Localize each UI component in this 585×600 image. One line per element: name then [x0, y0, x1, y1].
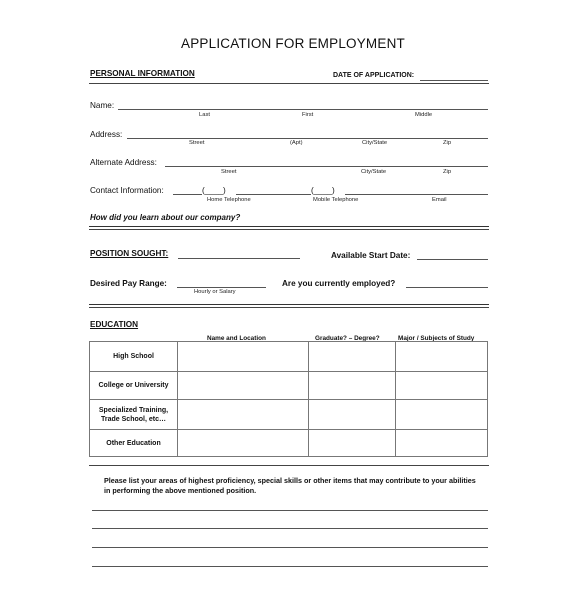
- pay-range-field[interactable]: [177, 287, 266, 288]
- address-sub-street: Street: [189, 140, 205, 146]
- contact-label: Contact Information:: [90, 186, 164, 195]
- section-divider: [89, 83, 489, 84]
- page-title: APPLICATION FOR EMPLOYMENT: [181, 36, 405, 51]
- section-divider: [89, 304, 489, 305]
- address-label: Address:: [90, 130, 123, 139]
- edu-row-label: College or University: [90, 372, 178, 400]
- employed-field[interactable]: [406, 287, 488, 288]
- home-phone-area: (____): [202, 186, 226, 195]
- edu-col-name-location: Name and Location: [207, 335, 266, 342]
- section-divider: [89, 465, 489, 466]
- section-divider: [89, 226, 489, 227]
- edu-major-cell[interactable]: [396, 342, 488, 372]
- alt-address-label: Alternate Address:: [90, 158, 157, 167]
- pay-range-label: Desired Pay Range:: [90, 279, 167, 288]
- home-phone-field[interactable]: [236, 194, 311, 195]
- section-divider: [89, 229, 489, 230]
- alt-address-sub-street: Street: [221, 169, 237, 175]
- section-divider: [89, 307, 489, 308]
- alt-address-field[interactable]: [165, 166, 488, 167]
- edu-name-location-cell[interactable]: [178, 372, 309, 400]
- contact-line-a: [173, 194, 202, 195]
- skills-line[interactable]: [92, 510, 488, 511]
- personal-info-heading: PERSONAL INFORMATION: [90, 69, 195, 78]
- contact-sub-mobile: Mobile Telephone: [313, 197, 359, 203]
- education-heading: EDUCATION: [90, 320, 139, 329]
- skills-line[interactable]: [92, 547, 488, 548]
- edu-row-label: Specialized Training, Trade School, etc…: [90, 400, 178, 430]
- table-row: [90, 430, 488, 457]
- position-sought-label: POSITION SOUGHT:: [90, 249, 169, 258]
- name-label: Name:: [90, 101, 115, 110]
- edu-name-location-cell[interactable]: [178, 400, 309, 430]
- name-field[interactable]: [118, 109, 488, 110]
- edu-major-cell[interactable]: [396, 430, 488, 457]
- position-sought-field[interactable]: [178, 258, 300, 259]
- edu-row-label: High School: [90, 342, 178, 372]
- name-sub-last: Last: [199, 112, 210, 118]
- skills-line[interactable]: [92, 528, 488, 529]
- education-table: [89, 341, 488, 457]
- date-field[interactable]: [420, 80, 488, 81]
- edu-major-cell[interactable]: [396, 372, 488, 400]
- edu-row-label: Other Education: [90, 430, 178, 457]
- address-field[interactable]: [127, 138, 488, 139]
- address-sub-zip: Zip: [443, 140, 452, 146]
- skills-line[interactable]: [92, 566, 488, 567]
- skills-prompt: Please list your areas of highest proficiency, special skills or other items that may contribute to your abilities in performing the above mentioned position.: [104, 476, 476, 495]
- edu-col-major: Major / Subjects of Study: [398, 335, 475, 342]
- pay-range-sub: Hourly or Salary: [194, 289, 236, 295]
- edu-graduate-cell[interactable]: [309, 372, 396, 400]
- alt-address-sub-city: City/State: [361, 169, 387, 175]
- table-row: [90, 400, 488, 430]
- start-date-field[interactable]: [417, 259, 488, 260]
- name-sub-middle: Middle: [415, 112, 433, 118]
- edu-graduate-cell[interactable]: [309, 342, 396, 372]
- mobile-phone-area: (____): [311, 186, 335, 195]
- edu-col-graduate: Graduate? – Degree?: [315, 335, 380, 342]
- contact-sub-email: Email: [432, 197, 447, 203]
- edu-graduate-cell[interactable]: [309, 400, 396, 430]
- address-sub-apt: (Apt): [290, 140, 303, 146]
- edu-name-location-cell[interactable]: [178, 430, 309, 457]
- address-sub-city: City/State: [362, 140, 388, 146]
- table-row: [90, 372, 488, 400]
- contact-sub-home: Home Telephone: [207, 197, 251, 203]
- name-sub-first: First: [302, 112, 314, 118]
- edu-major-cell[interactable]: [396, 400, 488, 430]
- alt-address-sub-zip: Zip: [443, 169, 452, 175]
- start-date-label: Available Start Date:: [331, 251, 411, 260]
- mobile-email-field[interactable]: [345, 194, 488, 195]
- table-row: [90, 342, 488, 372]
- date-label: DATE OF APPLICATION:: [333, 72, 415, 79]
- edu-name-location-cell[interactable]: [178, 342, 309, 372]
- edu-graduate-cell[interactable]: [309, 430, 396, 457]
- learn-question: How did you learn about our company?: [90, 213, 241, 222]
- employed-label: Are you currently employed?: [282, 279, 396, 288]
